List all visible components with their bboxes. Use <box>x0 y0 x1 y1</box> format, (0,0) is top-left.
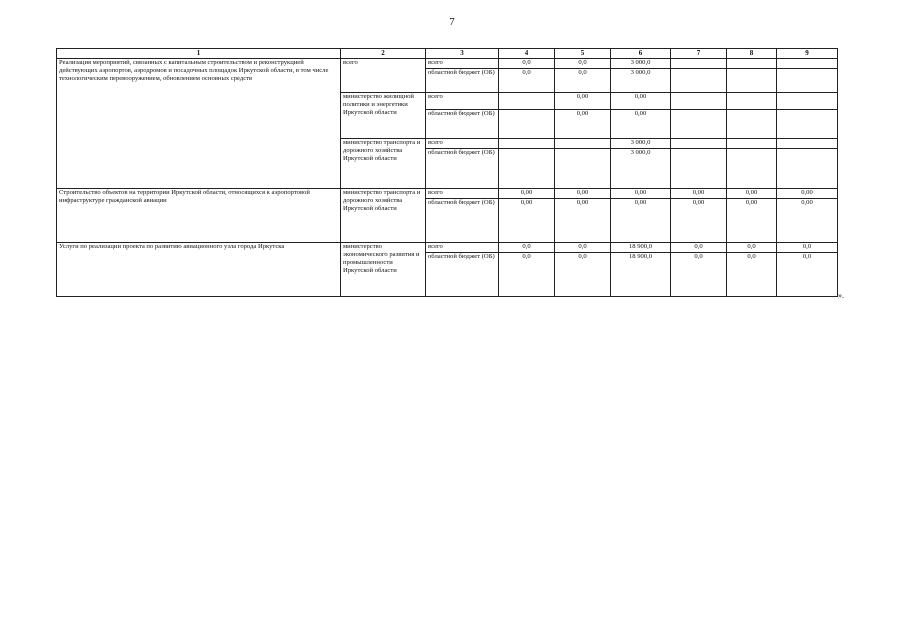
funding-source: областной бюджет (ОБ) <box>426 109 499 138</box>
value-cell: 3 000,0 <box>611 68 671 92</box>
value-cell: 0,0 <box>499 68 555 92</box>
value-cell <box>671 92 727 109</box>
executor-name: министерство транспорта и дорожного хозяйства Иркутской области <box>341 188 426 242</box>
funding-source: областной бюджет (ОБ) <box>426 148 499 188</box>
financing-table <box>56 48 838 297</box>
value-cell <box>671 138 727 148</box>
value-cell: 0,00 <box>611 92 671 109</box>
table-row <box>57 58 838 68</box>
executor-name: министерство жилищной политики и энергетики Иркутской области <box>341 92 426 138</box>
value-cell: 0,0 <box>555 68 611 92</box>
value-cell <box>777 148 838 188</box>
value-cell: 0,00 <box>555 188 611 198</box>
executor-name: всего <box>341 58 426 92</box>
value-cell <box>727 68 777 92</box>
value-cell: 0,0 <box>727 242 777 252</box>
value-cell: 0,0 <box>555 252 611 296</box>
value-cell: 18 900,0 <box>611 242 671 252</box>
page-number: 7 <box>449 16 455 28</box>
value-cell <box>499 148 555 188</box>
value-cell <box>777 138 838 148</box>
value-cell <box>727 148 777 188</box>
value-cell <box>671 109 727 138</box>
value-cell: 0,0 <box>555 58 611 68</box>
value-cell: 0,0 <box>777 252 838 296</box>
header-cell: 7 <box>671 49 727 59</box>
table-body <box>57 58 838 296</box>
value-cell: 0,00 <box>727 188 777 198</box>
value-cell: 0,0 <box>777 242 838 252</box>
executor-name: министерство экономического развития и промышленности Иркутской области <box>341 242 426 296</box>
value-cell <box>727 58 777 68</box>
value-cell <box>499 109 555 138</box>
funding-source: всего <box>426 138 499 148</box>
value-cell <box>555 148 611 188</box>
value-cell: 0,00 <box>777 188 838 198</box>
activity-description: Услуги по реализации проекта по развитию авиационного узла города Иркутска <box>57 242 341 296</box>
value-cell: 0,0 <box>499 252 555 296</box>
header-cell: 4 <box>499 49 555 59</box>
value-cell: 0,00 <box>611 109 671 138</box>
value-cell: 0,00 <box>671 188 727 198</box>
funding-source: всего <box>426 188 499 198</box>
table-row <box>57 242 838 252</box>
value-cell: 0,0 <box>555 242 611 252</box>
header-cell: 9 <box>777 49 838 59</box>
value-cell <box>777 68 838 92</box>
value-cell: 3 000,0 <box>611 58 671 68</box>
header-cell: 3 <box>426 49 499 59</box>
executor-name: министерство транспорта и дорожного хозяйства Иркутской области <box>341 138 426 188</box>
header-cell: 8 <box>727 49 777 59</box>
value-cell: 0,0 <box>671 242 727 252</box>
value-cell: 0,00 <box>611 198 671 242</box>
value-cell: 3 000,0 <box>611 148 671 188</box>
value-cell: 0,00 <box>671 198 727 242</box>
value-cell <box>555 138 611 148</box>
value-cell: 0,0 <box>499 242 555 252</box>
value-cell: 0,00 <box>555 109 611 138</box>
value-cell <box>499 92 555 109</box>
header-row <box>57 49 838 59</box>
value-cell <box>727 109 777 138</box>
funding-source: областной бюджет (ОБ) <box>426 68 499 92</box>
value-cell: 0,0 <box>499 58 555 68</box>
value-cell <box>671 68 727 92</box>
table-row <box>57 188 838 198</box>
value-cell: 0,00 <box>555 92 611 109</box>
value-cell: 0,00 <box>777 198 838 242</box>
value-cell: 0,00 <box>555 198 611 242</box>
value-cell: 0,00 <box>499 198 555 242</box>
header-cell: 6 <box>611 49 671 59</box>
value-cell <box>727 92 777 109</box>
value-cell: 18 900,0 <box>611 252 671 296</box>
value-cell: 0,0 <box>727 252 777 296</box>
value-cell <box>671 58 727 68</box>
funding-source: областной бюджет (ОБ) <box>426 252 499 296</box>
header-cell: 2 <box>341 49 426 59</box>
funding-source: всего <box>426 92 499 109</box>
header-cell: 1 <box>57 49 341 59</box>
value-cell <box>499 138 555 148</box>
value-cell: 0,00 <box>727 198 777 242</box>
value-cell: 0,00 <box>611 188 671 198</box>
closing-quote: ». <box>838 291 844 300</box>
value-cell: 0,0 <box>671 252 727 296</box>
value-cell <box>777 92 838 109</box>
value-cell: 0,00 <box>499 188 555 198</box>
value-cell: 3 000,0 <box>611 138 671 148</box>
funding-source: всего <box>426 242 499 252</box>
value-cell <box>777 58 838 68</box>
header-cell: 5 <box>555 49 611 59</box>
funding-source: всего <box>426 58 499 68</box>
funding-source: областной бюджет (ОБ) <box>426 198 499 242</box>
value-cell <box>671 148 727 188</box>
activity-description: Реализация мероприятий, связанных с капитальным строительством и реконструкцией действующих аэропортов, аэродромов и посадочных площадок Иркутской области, в том числе технологическим перевооружением, обновлением основных средств <box>57 58 341 188</box>
activity-description: Строительство объектов на территории Иркутской области, относящихся к аэропортовой инфраструктуре гражданской авиации <box>57 188 341 242</box>
value-cell <box>777 109 838 138</box>
value-cell <box>727 138 777 148</box>
